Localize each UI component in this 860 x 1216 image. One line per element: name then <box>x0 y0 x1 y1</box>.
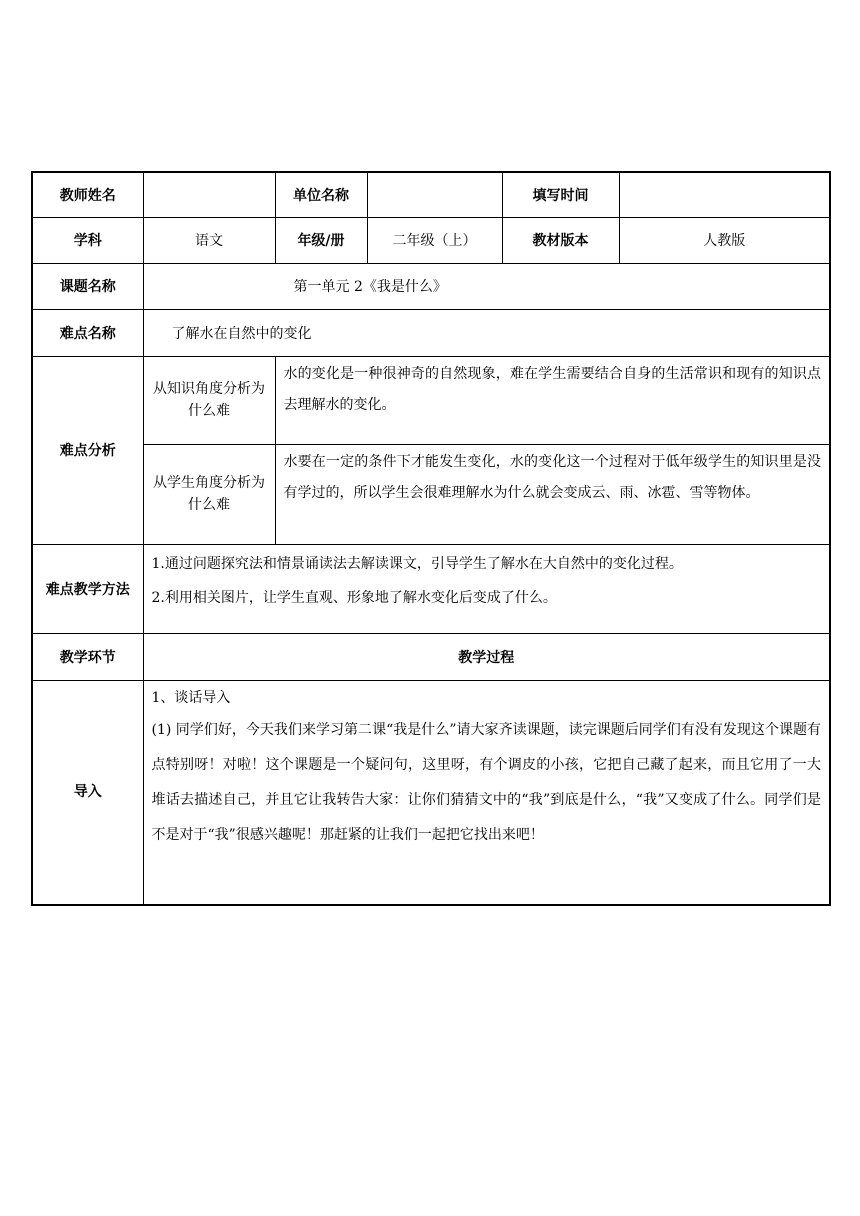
subject-value: 语文 <box>143 217 275 263</box>
edition-value: 人教版 <box>619 217 830 263</box>
process-header-row <box>32 633 830 680</box>
intro-heading: 1、谈话导入 <box>151 689 231 706</box>
methods-list <box>143 544 830 633</box>
topic-value: 第一单元 2《我是什么》 <box>143 263 830 309</box>
difficulty-value: 了解水在自然中的变化 <box>143 309 830 356</box>
method-item-1: 1.通过问题探究法和情景诵读法去解读课文，引导学生了解水在大自然中的变化过程。 <box>151 555 683 572</box>
difficulty-row <box>32 309 830 356</box>
teacher-name-value <box>143 172 275 217</box>
knowledge-angle-text: 水的变化是一种很神奇的自然现象，难在学生需要结合自身的生活常识和现有的知识点去理解水的变化。 <box>275 356 830 444</box>
analysis-knowledge-row <box>32 356 830 444</box>
stage-header: 教学环节 <box>32 633 143 680</box>
info-row-2 <box>32 217 830 263</box>
lesson-plan-table <box>31 171 831 906</box>
unit-name-value <box>367 172 502 217</box>
grade-label: 年级/册 <box>275 217 367 263</box>
intro-text: (1) 同学们好，今天我们来学习第二课“我是什么”请大家齐读课题，读完课题后同学们有没有发现这个课题有点特别呀！对啦！这个课题是一个疑问句，这里呀，有个调皮的小孩，它把自己藏了起来，而且它用了一大堆话去描述自己，并且它让我转告大家：让你们猜猜文中的“我”到底是什么，“我”又变成了什么。同学们是不是对于“我”很感兴趣呢！那赶紧的让我们一起把它找出来吧！ <box>151 721 821 843</box>
intro-row <box>32 680 830 905</box>
subject-label: 学科 <box>32 217 143 263</box>
analysis-label: 难点分析 <box>32 356 143 544</box>
fill-date-label: 填写时间 <box>502 172 619 217</box>
intro-label: 导入 <box>32 680 143 905</box>
intro-content <box>143 680 830 905</box>
methods-row <box>32 544 830 633</box>
methods-label: 难点教学方法 <box>32 544 143 633</box>
analysis-student-row <box>32 444 830 544</box>
difficulty-label: 难点名称 <box>32 309 143 356</box>
unit-name-label: 单位名称 <box>275 172 367 217</box>
edition-label: 教材版本 <box>502 217 619 263</box>
student-angle-label: 从学生角度分析为什么难 <box>143 444 275 544</box>
teacher-name-label: 教师姓名 <box>32 172 143 217</box>
knowledge-angle-label: 从知识角度分析为什么难 <box>143 356 275 444</box>
student-angle-text: 水要在一定的条件下才能发生变化，水的变化这一个过程对于低年级学生的知识里是没有学过的，所以学生会很难理解水为什么就会变成云、雨、冰雹、雪等物体。 <box>275 444 830 544</box>
grade-value: 二年级（上） <box>367 217 502 263</box>
process-header: 教学过程 <box>143 633 830 680</box>
topic-row <box>32 263 830 309</box>
topic-label: 课题名称 <box>32 263 143 309</box>
info-row-1 <box>32 172 830 217</box>
fill-date-value <box>619 172 830 217</box>
method-item-2: 2.利用相关图片，让学生直观、形象地了解水变化后变成了什么。 <box>151 589 557 606</box>
